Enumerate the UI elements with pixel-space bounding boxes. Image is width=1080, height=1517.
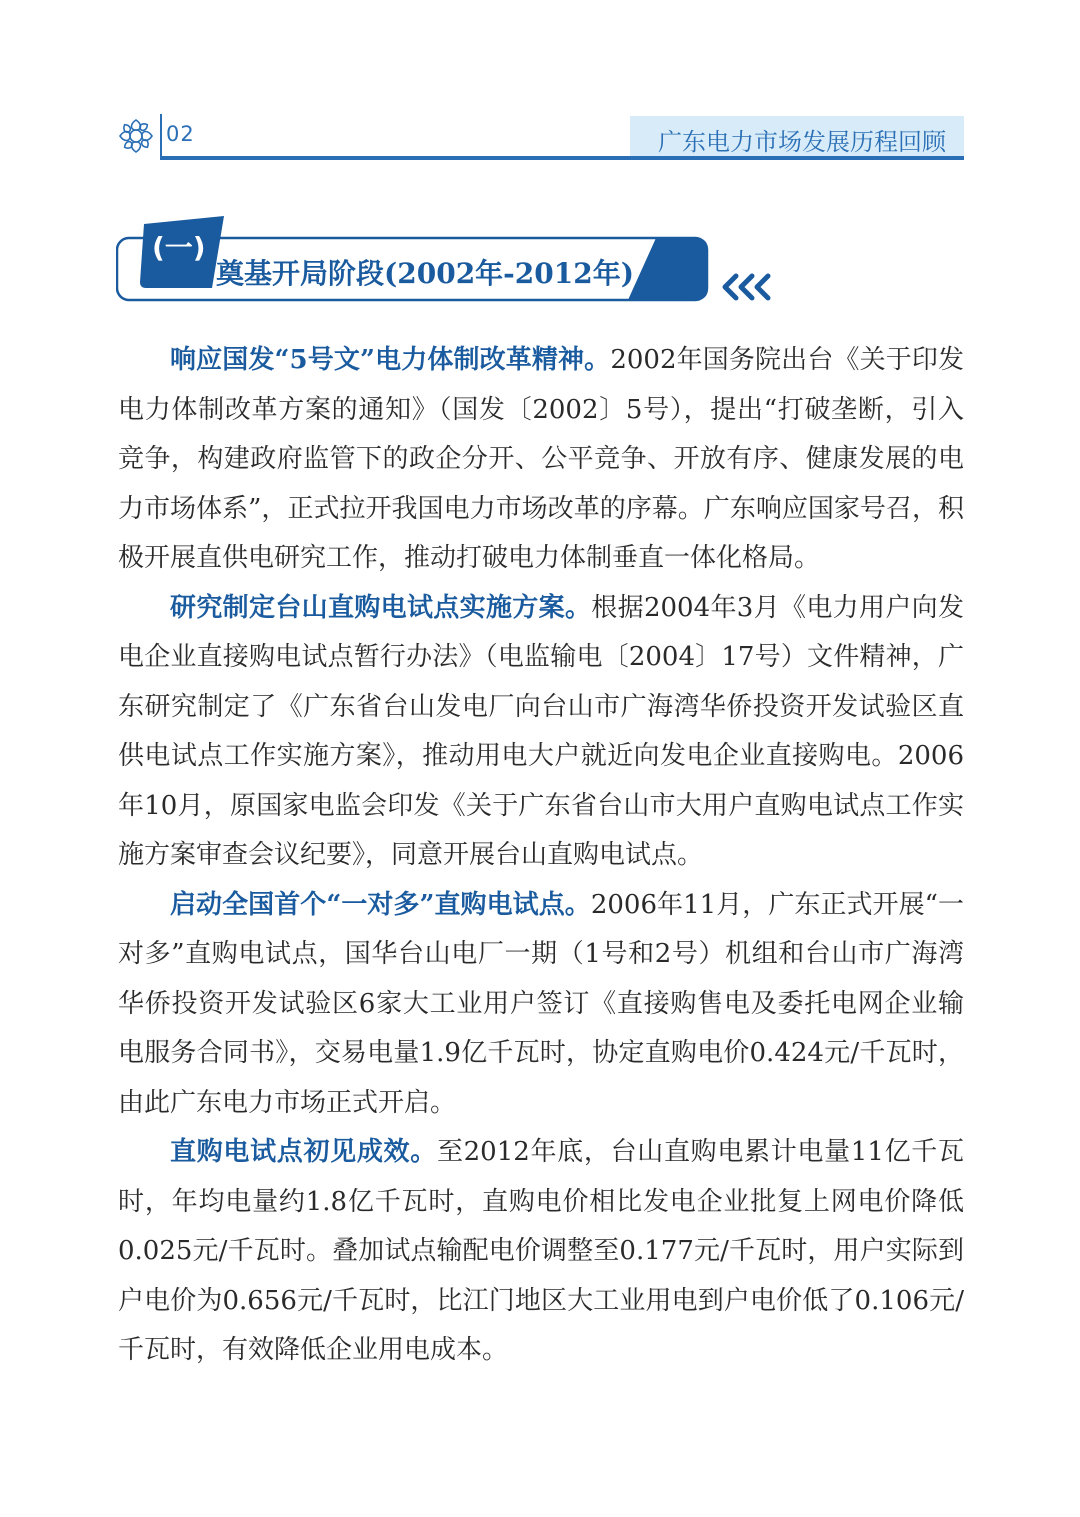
paragraph-lead: 直购电试点初见成效。 bbox=[170, 1137, 437, 1167]
paragraph-lead: 启动全国首个“一对多”直购电试点。 bbox=[170, 889, 591, 920]
paragraph-text: 2006年11月，广东正式开展“一对多”直购电试点，国华台山电厂一期（1号和2号）机组和台山市广海湾华侨投资开发试验区6家大工业用户签订《直接购售电及委托电网企业输电服务合同书》，交易电量1.9亿千瓦时，协定直购电价0.424元/千瓦时，由此广东电力市场正式开启。 bbox=[118, 889, 964, 1118]
page-number: 02 bbox=[166, 122, 195, 146]
page-header bbox=[116, 114, 964, 160]
triple-chevron-left-icon bbox=[720, 272, 780, 302]
paragraph-lead: 研究制定台山直购电试点实施方案。 bbox=[170, 592, 592, 623]
paragraph bbox=[118, 881, 964, 1129]
header-section-title: 广东电力市场发展历程回顾 bbox=[658, 128, 946, 156]
header-divider bbox=[160, 114, 162, 158]
header-rule bbox=[160, 156, 964, 160]
article-body bbox=[118, 336, 964, 1376]
paragraph-text: 至2012年底，台山直购电累计电量11亿千瓦时，年均电量约1.8亿千瓦时，直购电价相比发电企业批复上网电价降低0.025元/千瓦时。叠加试点输配电价调整至0.177元/千瓦时，用户实际到户电价为0.656元/千瓦时，比江门地区大工业用电到户电价低了0.106元/千瓦时，有效降低企业用电成本。 bbox=[118, 1137, 964, 1365]
section-banner bbox=[116, 216, 786, 308]
section-number: (一) bbox=[152, 231, 206, 264]
paragraph-text: 2002年国务院出台《关于印发电力体制改革方案的通知》（国发〔2002〕5号），提出“打破垄断，引入竞争，构建政府监管下的政企分开、公平竞争、开放有序、健康发展的电力市场体系”，正式拉开我国电力市场改革的序幕。广东响应国家号召，积极开展直供电研究工作，推动打破电力体制垂直一体化格局。 bbox=[118, 345, 964, 573]
flower-emblem-icon bbox=[116, 116, 156, 156]
paragraph bbox=[118, 584, 964, 881]
paragraph-lead: 响应国发“5号文”电力体制改革精神。 bbox=[170, 345, 611, 375]
paragraph-text: 根据2004年3月《电力用户向发电企业直接购电试点暂行办法》（电监输电〔2004〕17号）文件精神，广东研究制定了《广东省台山发电厂向台山市广海湾华侨投资开发试验区直供电试点工作实施方案》，推动用电大户就近向发电企业直接购电。2006年10月，原国家电监会印发《关于广东省台山市大用户直购电试点工作实施方案审查会议纪要》，同意开展台山直购电试点。 bbox=[118, 592, 964, 870]
paragraph bbox=[118, 1128, 964, 1376]
paragraph bbox=[118, 336, 964, 584]
section-title: 奠基开局阶段(2002年-2012年) bbox=[216, 257, 634, 290]
header-title-box bbox=[630, 116, 964, 156]
